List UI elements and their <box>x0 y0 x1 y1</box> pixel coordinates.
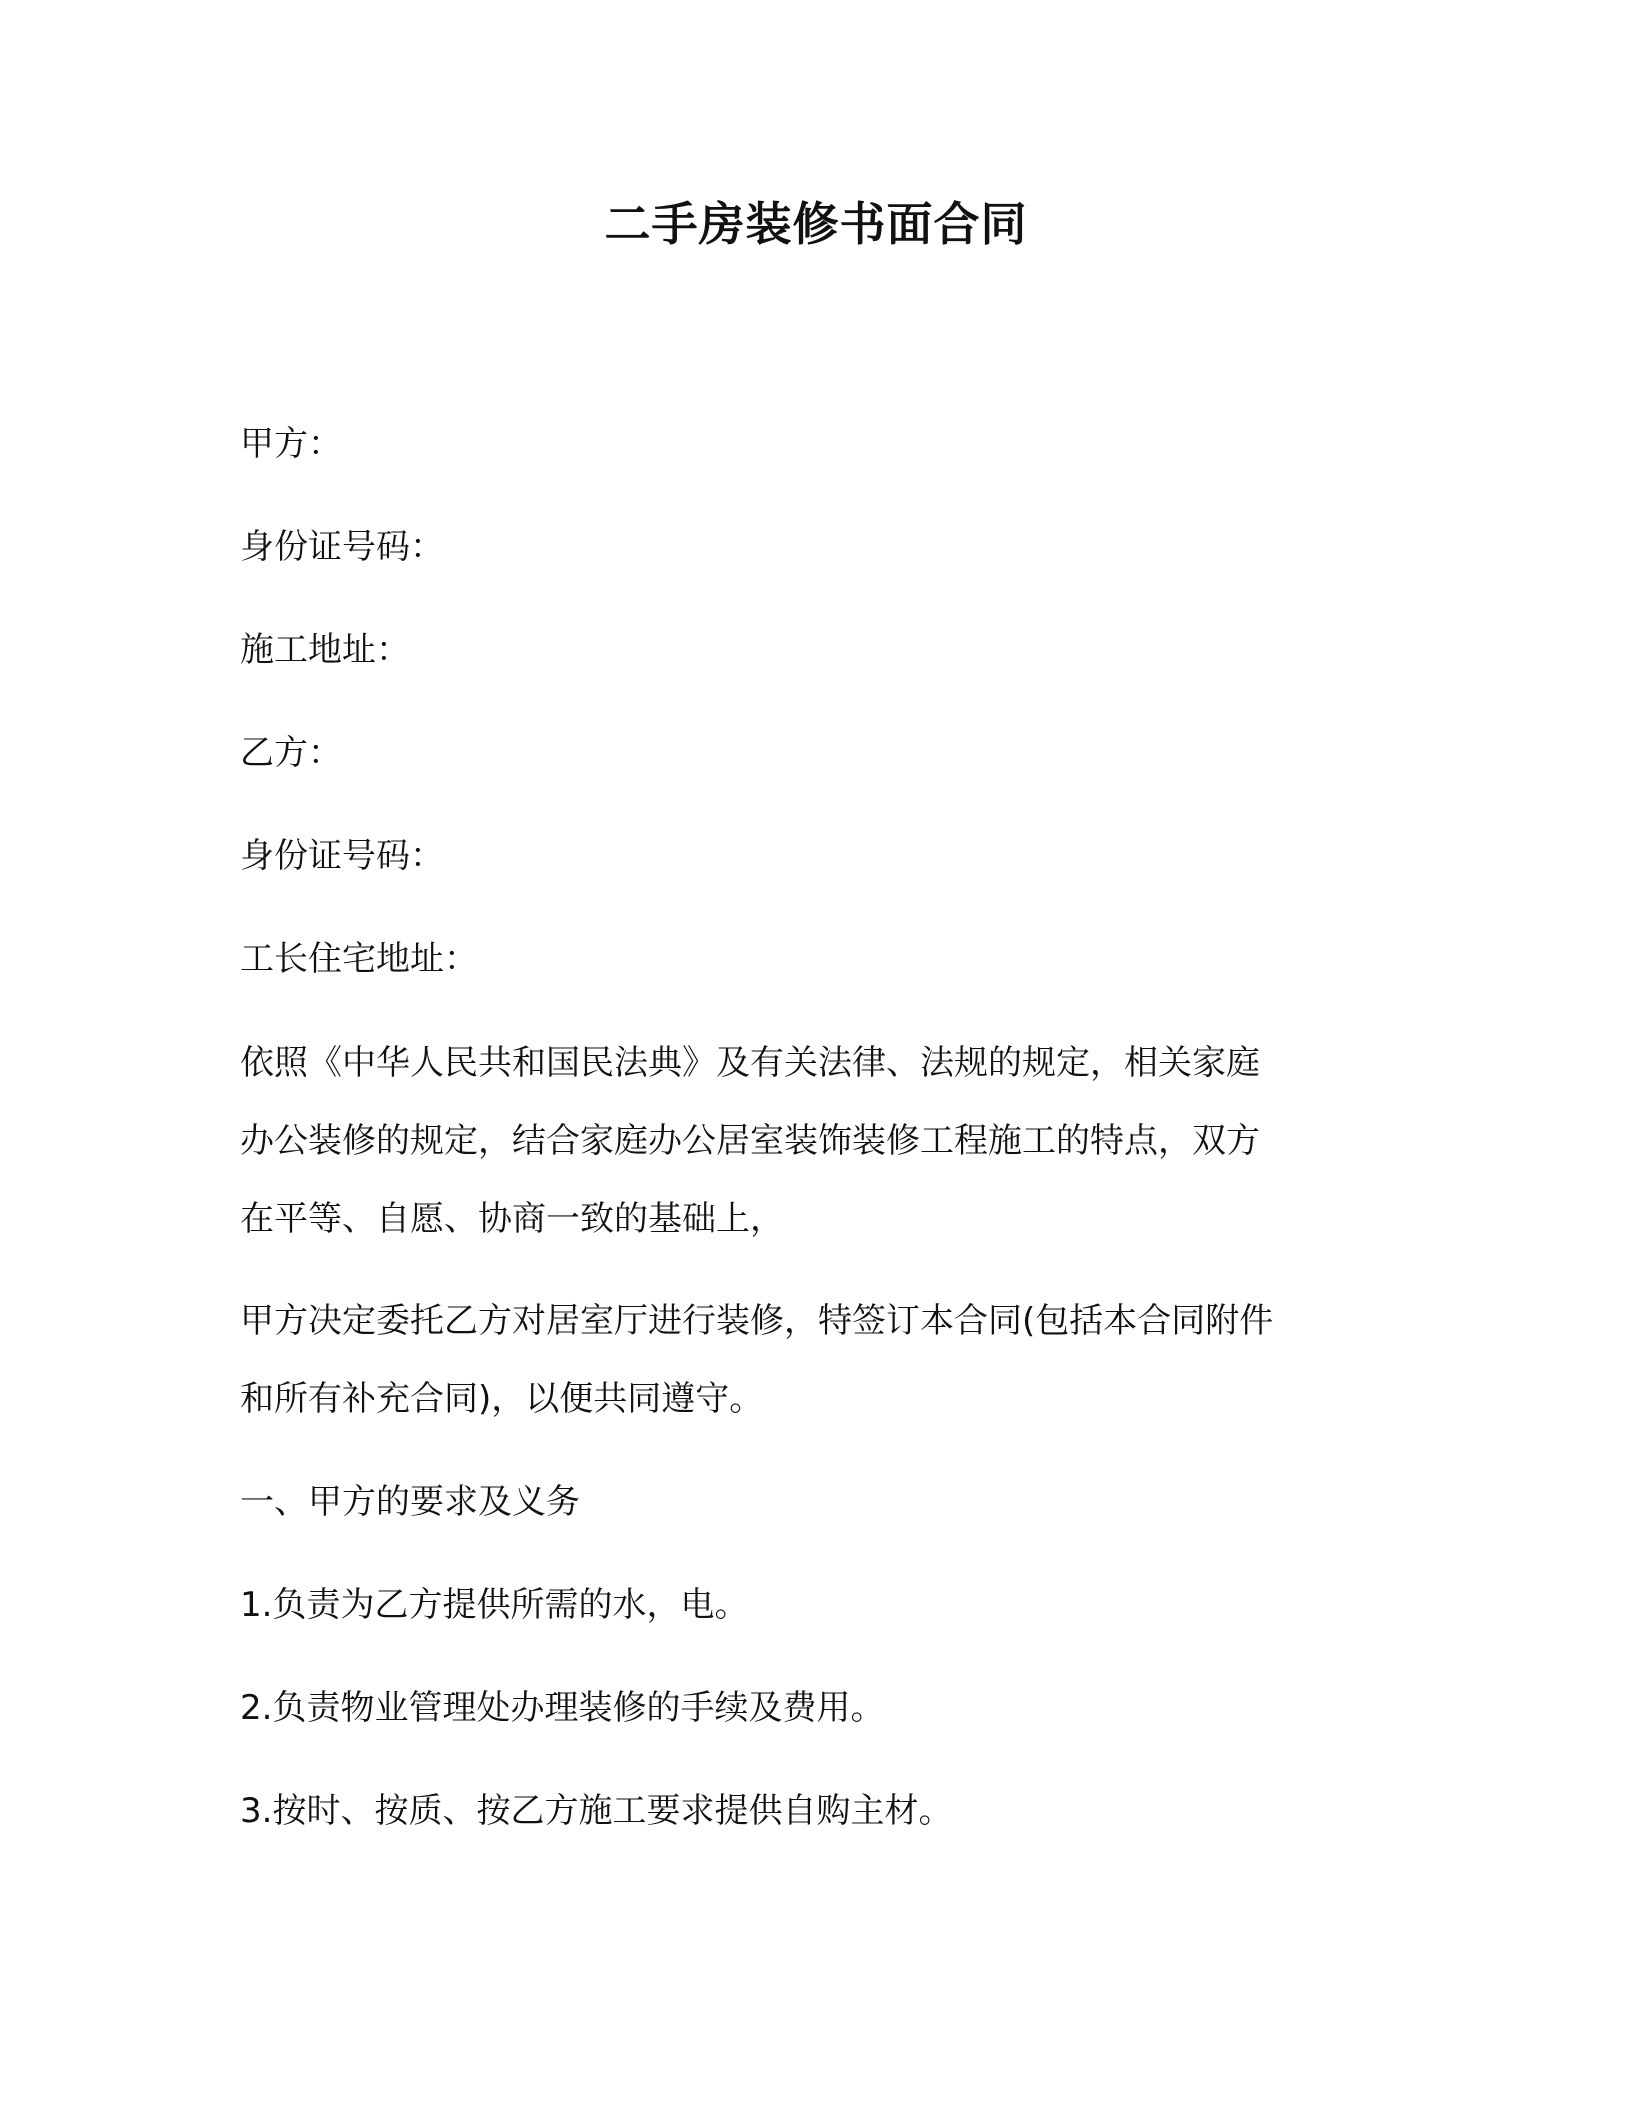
preamble-line: 依照《中华人民共和国民法典》及有关法律、法规的规定，相关家庭 <box>240 1043 1260 1083</box>
preamble-line: 在平等、自愿、协商一致的基础上， <box>240 1199 784 1239</box>
preamble-paragraph <box>240 1024 1400 1258</box>
party-a-id-field: 身份证号码： <box>240 527 444 567</box>
party-b-id-field: 身份证号码： <box>240 836 444 876</box>
foreman-address-field: 工长住宅地址： <box>240 939 478 979</box>
list-item: 3.按时、按质、按乙方施工要求提供自购主材。 <box>240 1791 953 1831</box>
party-a-field: 甲方： <box>240 424 342 464</box>
preamble-line: 办公装修的规定，结合家庭办公居室装饰装修工程施工的特点，双方 <box>240 1121 1260 1161</box>
section-heading: 一、甲方的要求及义务 <box>240 1482 580 1522</box>
list-item: 2.负责物业管理处办理装修的手续及费用。 <box>240 1688 885 1728</box>
document-title: 二手房装修书面合同 <box>604 197 1028 251</box>
entrust-line: 和所有补充合同)，以便共同遵守。 <box>240 1379 764 1419</box>
entrust-paragraph <box>240 1282 1400 1438</box>
entrust-line: 甲方决定委托乙方对居室厅进行装修，特签订本合同(包括本合同附件 <box>240 1301 1274 1341</box>
list-item: 1.负责为乙方提供所需的水，电。 <box>240 1585 749 1625</box>
party-b-field: 乙方： <box>240 733 342 773</box>
construction-address-field: 施工地址： <box>240 630 410 670</box>
